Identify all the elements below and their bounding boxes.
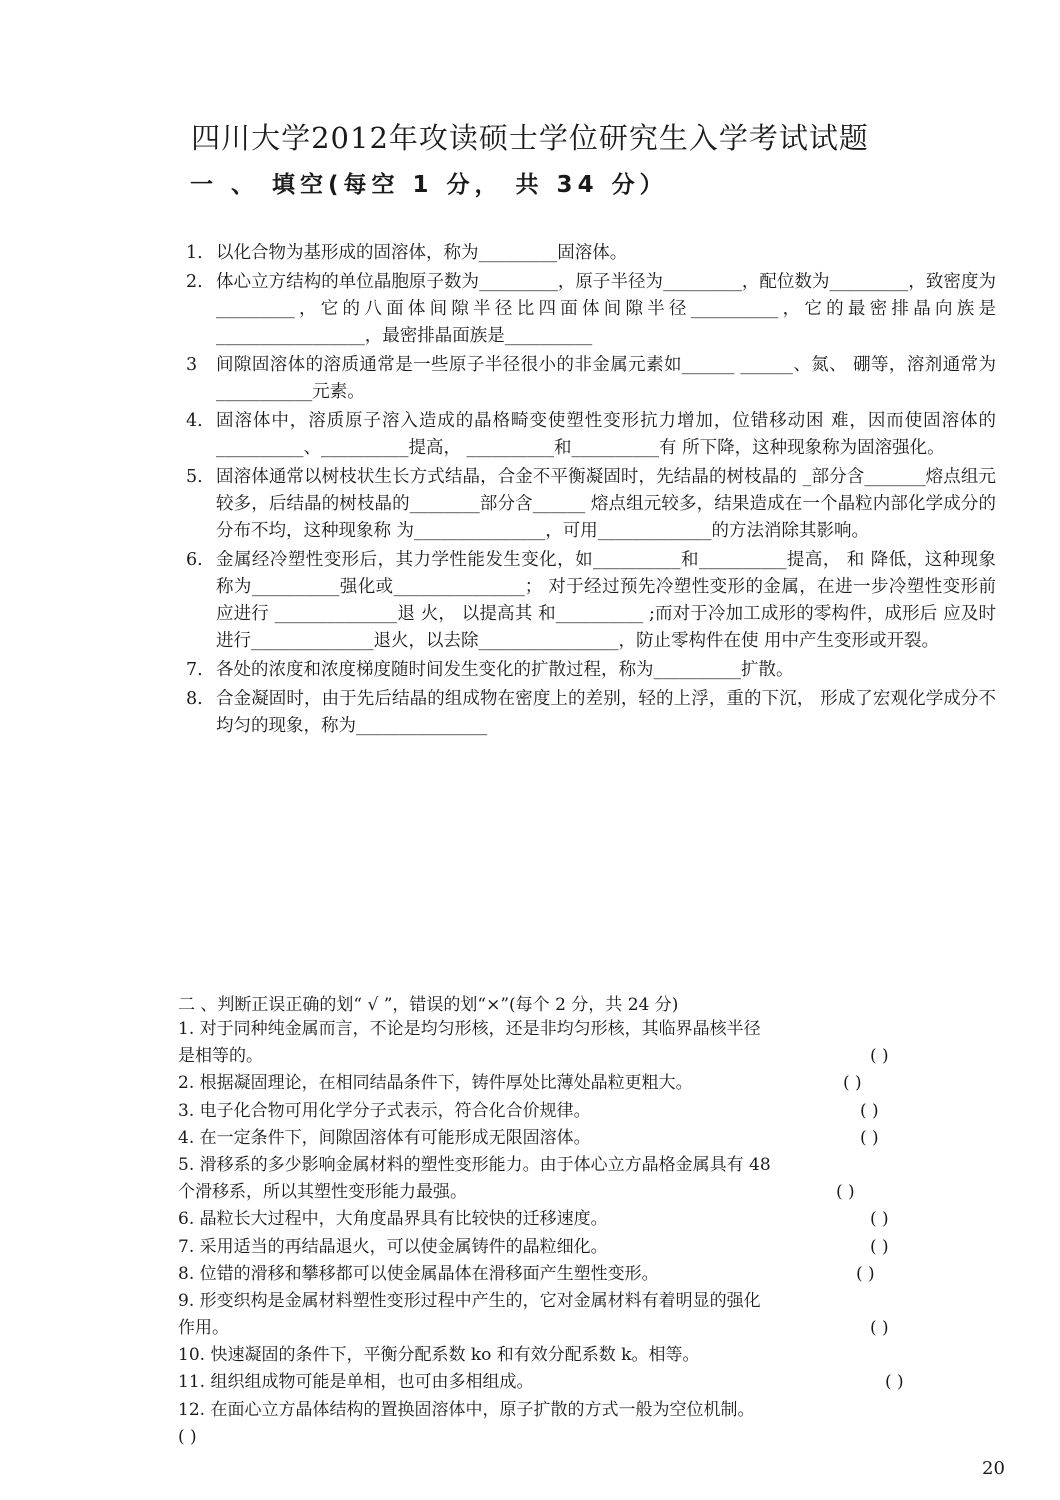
answer-parentheses: ( ) [870,1236,889,1257]
question-line [178,1016,938,1043]
question-item [186,408,996,462]
question-number: 7. [186,660,203,680]
answer-parentheses: ( ) [860,1100,879,1121]
section2-heading: 二 、判断正误正确的划“ √ ”，错误的划“×”(每个 2 分，共 24 分) [178,995,679,1015]
question-text: 作用。 [178,1318,229,1339]
answer-parentheses: ( ) [885,1372,904,1393]
question-number: 2. [186,272,203,292]
question-text: ( ) [178,1426,197,1447]
question-text: 1. 对于同种纯金属而言，不论是均匀形核，还是非均匀形核，其临界晶核半径 [178,1019,761,1039]
page-number: 20 [982,1458,1005,1479]
question-number: 5. [186,467,203,487]
answer-parentheses: ( ) [843,1073,862,1094]
question-text: 各处的浓度和浓度梯度随时间发生变化的扩散过程，称为__________扩散。 [216,660,794,680]
question-number: 6. [186,550,203,570]
question-text: 9. 形变织构是金属材料塑性变形过程中产生的，它对金属材料有着明显的强化 [178,1290,761,1311]
question-item [186,464,996,545]
true-false-list [178,1016,938,1451]
answer-parentheses: ( ) [870,1046,889,1067]
question-line [178,1070,938,1097]
page-title: 四川大学2012年攻读硕士学位研究生入学考试试题 [191,121,869,155]
question-item [186,352,996,406]
question-line [178,1424,938,1451]
section1-heading: 一 、 填空(每空 1 分， 共 34 分） [190,172,668,198]
question-text: 4. 在一定条件下，间隙固溶体有可能形成无限固溶体。 [178,1127,591,1148]
question-number: 1. [186,243,203,263]
question-text: 10. 快速凝固的条件下，平衡分配系数 ko 和有效分配系数 k。相等。 [178,1345,700,1366]
question-line [178,1206,938,1233]
question-line [178,1315,938,1342]
question-text: 合金凝固时，由于先后结晶的组成物在密度上的差别，轻的上浮，重的下沉， 形成了宏观化学成分不均匀的现象，称为_______________ [216,689,996,736]
question-line [178,1152,938,1179]
question-text: 固溶体中，溶质原子溶入造成的晶格畸变使塑性变形抗力增加，位错移动困 难，因而使固溶体的__________、__________提高， __________和__________有 所下降，这种现象称为固溶强化。 [216,411,996,458]
question-text: 6. 晶粒长大过程中，大角度晶界具有比较快的迁移速度。 [178,1209,608,1230]
answer-parentheses: ( ) [836,1182,855,1203]
answer-parentheses: ( ) [870,1318,889,1339]
question-item [186,657,996,684]
answer-parentheses: ( ) [860,1127,879,1148]
question-line [178,1369,938,1396]
answer-parentheses: ( ) [856,1263,875,1284]
question-line [178,1125,938,1152]
question-text: 12. 在面心立方晶体结构的置换固溶体中，原子扩散的方式一般为空位机制。 [178,1399,755,1420]
question-number: 3 [186,355,198,375]
question-line [178,1043,938,1070]
answer-parentheses: ( ) [870,1209,889,1230]
question-line [178,1397,938,1424]
question-text: 3. 电子化合物可用化学分子式表示，符合化合价规律。 [178,1100,591,1121]
question-item [186,547,996,655]
question-text: 11. 组织组成物可能是单相，也可由多相组成。 [178,1372,534,1393]
question-text: 2. 根据凝固理论，在相同结晶条件下，铸件厚处比薄处晶粒更粗大。 [178,1073,693,1094]
question-text: 间隙固溶体的溶质通常是一些原子半径很小的非金属元素如______ ______、氮、 硼等，溶剂通常为___________元素。 [216,355,996,402]
question-number: 4. [186,411,203,431]
fill-in-blank-list [186,240,996,742]
question-line [178,1179,938,1206]
question-line [178,1098,938,1125]
question-item [186,240,996,267]
question-item [186,686,996,740]
question-item [186,269,996,350]
question-text: 5. 滑移系的多少影响金属材料的塑性变形能力。由于体心立方晶格金属具有 48 [178,1154,771,1175]
question-number: 8. [186,689,203,709]
question-line [178,1234,938,1261]
question-line [178,1342,938,1369]
question-text: 7. 采用适当的再结晶退火，可以使金属铸件的晶粒细化。 [178,1236,608,1257]
question-line [178,1261,938,1288]
question-text: 体心立方结构的单位晶胞原子数为_________，原子半径为_________，配位数为_________，致密度为_________，它的八面体间隙半径比四面体间隙半径__________，它的最密排晶向族是_________________，最密排晶面族是__________ [216,272,996,346]
question-line [178,1288,938,1315]
question-text: 固溶体通常以树枝状生长方式结晶，合金不平衡凝固时，先结晶的树枝晶的 _部分含_______熔点组元较多，后结晶的树枝晶的________部分含______ 熔点组元较多，结果造成在一个晶粒内部化学成分的分布不均，这种现象称 为_______________，可用_____________的方法消除其影响。 [216,467,996,541]
question-text: 是相等的。 [178,1046,263,1067]
question-text: 8. 位错的滑移和攀移都可以使金属晶体在滑移面产生塑性变形。 [178,1263,659,1284]
question-text: 金属经冷塑性变形后，其力学性能发生变化，如__________和__________提高， 和 降低，这种现象称为__________强化或_______________； 对于经过预先冷塑性变形的金属，在进一步冷塑性变形前应进行 ______________退 火， 以提高其 和__________ ;而对于冷加工成形的零构件，成形后 应及时进行______________退火，以去除________________，防止零构件在使 用中产生变形或开裂。 [216,550,996,651]
question-text: 以化合物为基形成的固溶体，称为_________固溶体。 [216,243,628,263]
question-text: 个滑移系，所以其塑性变形能力最强。 [178,1182,467,1203]
